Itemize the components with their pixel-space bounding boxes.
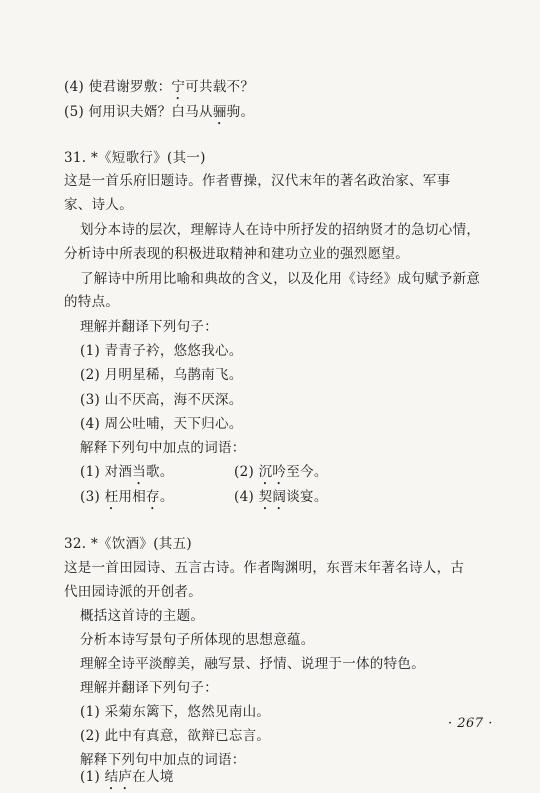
page-number: · 267 · <box>448 716 493 731</box>
sentence-4-shijun: (4) 使君谢罗敷：宁可共载不？ <box>64 79 255 95</box>
paragraph-line: 这是一首田园诗、五言古诗。作者陶渊明，东晋末年著名诗人，古 <box>64 560 465 576</box>
translate-instruction: 理解并翻译下列句子： <box>80 680 218 696</box>
explain-instruction: 解释下列句中加点的词语： <box>80 752 246 768</box>
explain-item-4: (4) 契阔谈宴。 <box>234 489 328 505</box>
section-31-heading: 31. *《短歌行》(其一) <box>64 150 206 166</box>
sentence-5-heyong: (5) 何用识夫婿？白马从骊驹。 <box>64 104 255 120</box>
explain-instruction: 解释下列句中加点的词语： <box>80 440 246 456</box>
paragraph-line: 家、诗人。 <box>64 197 133 213</box>
translate-sentence: (1) 采菊东篱下，悠然见南山。 <box>80 704 271 720</box>
explain-item-1: (1) 对酒当歌。 <box>80 464 174 480</box>
section-32-heading: 32. *《饮酒》(其五) <box>64 536 192 552</box>
paragraph-line: 这是一首乐府旧题诗。作者曹操，汉代末年的著名政治家、军事 <box>64 173 451 189</box>
paragraph-line: 了解诗中所用比喻和典故的含义，以及化用《诗经》成句赋予新意 <box>80 271 481 287</box>
translate-sentence: (3) 山不厌高，海不厌深。 <box>80 392 243 408</box>
explain-item-3: (3) 枉用相存。 <box>80 489 174 505</box>
paragraph-line: 分析本诗写景句子所体现的思想意蕴。 <box>80 632 315 648</box>
translate-instruction: 理解并翻译下列句子： <box>80 319 218 335</box>
translate-sentence: (2) 月明星稀，乌鹊南飞。 <box>80 367 243 383</box>
paragraph-line: 概括这首诗的主题。 <box>80 608 205 624</box>
explain-item-2: (2) 沉吟至今。 <box>234 464 328 480</box>
paragraph-line: 划分本诗的层次，理解诗人在诗中所抒发的招纳贤才的急切心情， <box>80 222 481 238</box>
paragraph-line: 代田园诗派的开创者。 <box>64 584 202 600</box>
paragraph-line: 理解全诗平淡醇美，融写景、抒情、说理于一体的特色。 <box>80 656 425 672</box>
translate-sentence: (4) 周公吐哺，天下归心。 <box>80 416 243 432</box>
translate-sentence: (1) 青青子衿，悠悠我心。 <box>80 343 243 359</box>
translate-sentence: (2) 此中有真意，欲辩已忘言。 <box>80 728 271 744</box>
paragraph-line: 分析诗中所表现的积极进取精神和建功立业的强烈愿望。 <box>64 246 409 262</box>
paragraph-line: 的特点。 <box>64 294 120 310</box>
explain-item-1: (1) 结庐在人境 <box>80 769 174 785</box>
